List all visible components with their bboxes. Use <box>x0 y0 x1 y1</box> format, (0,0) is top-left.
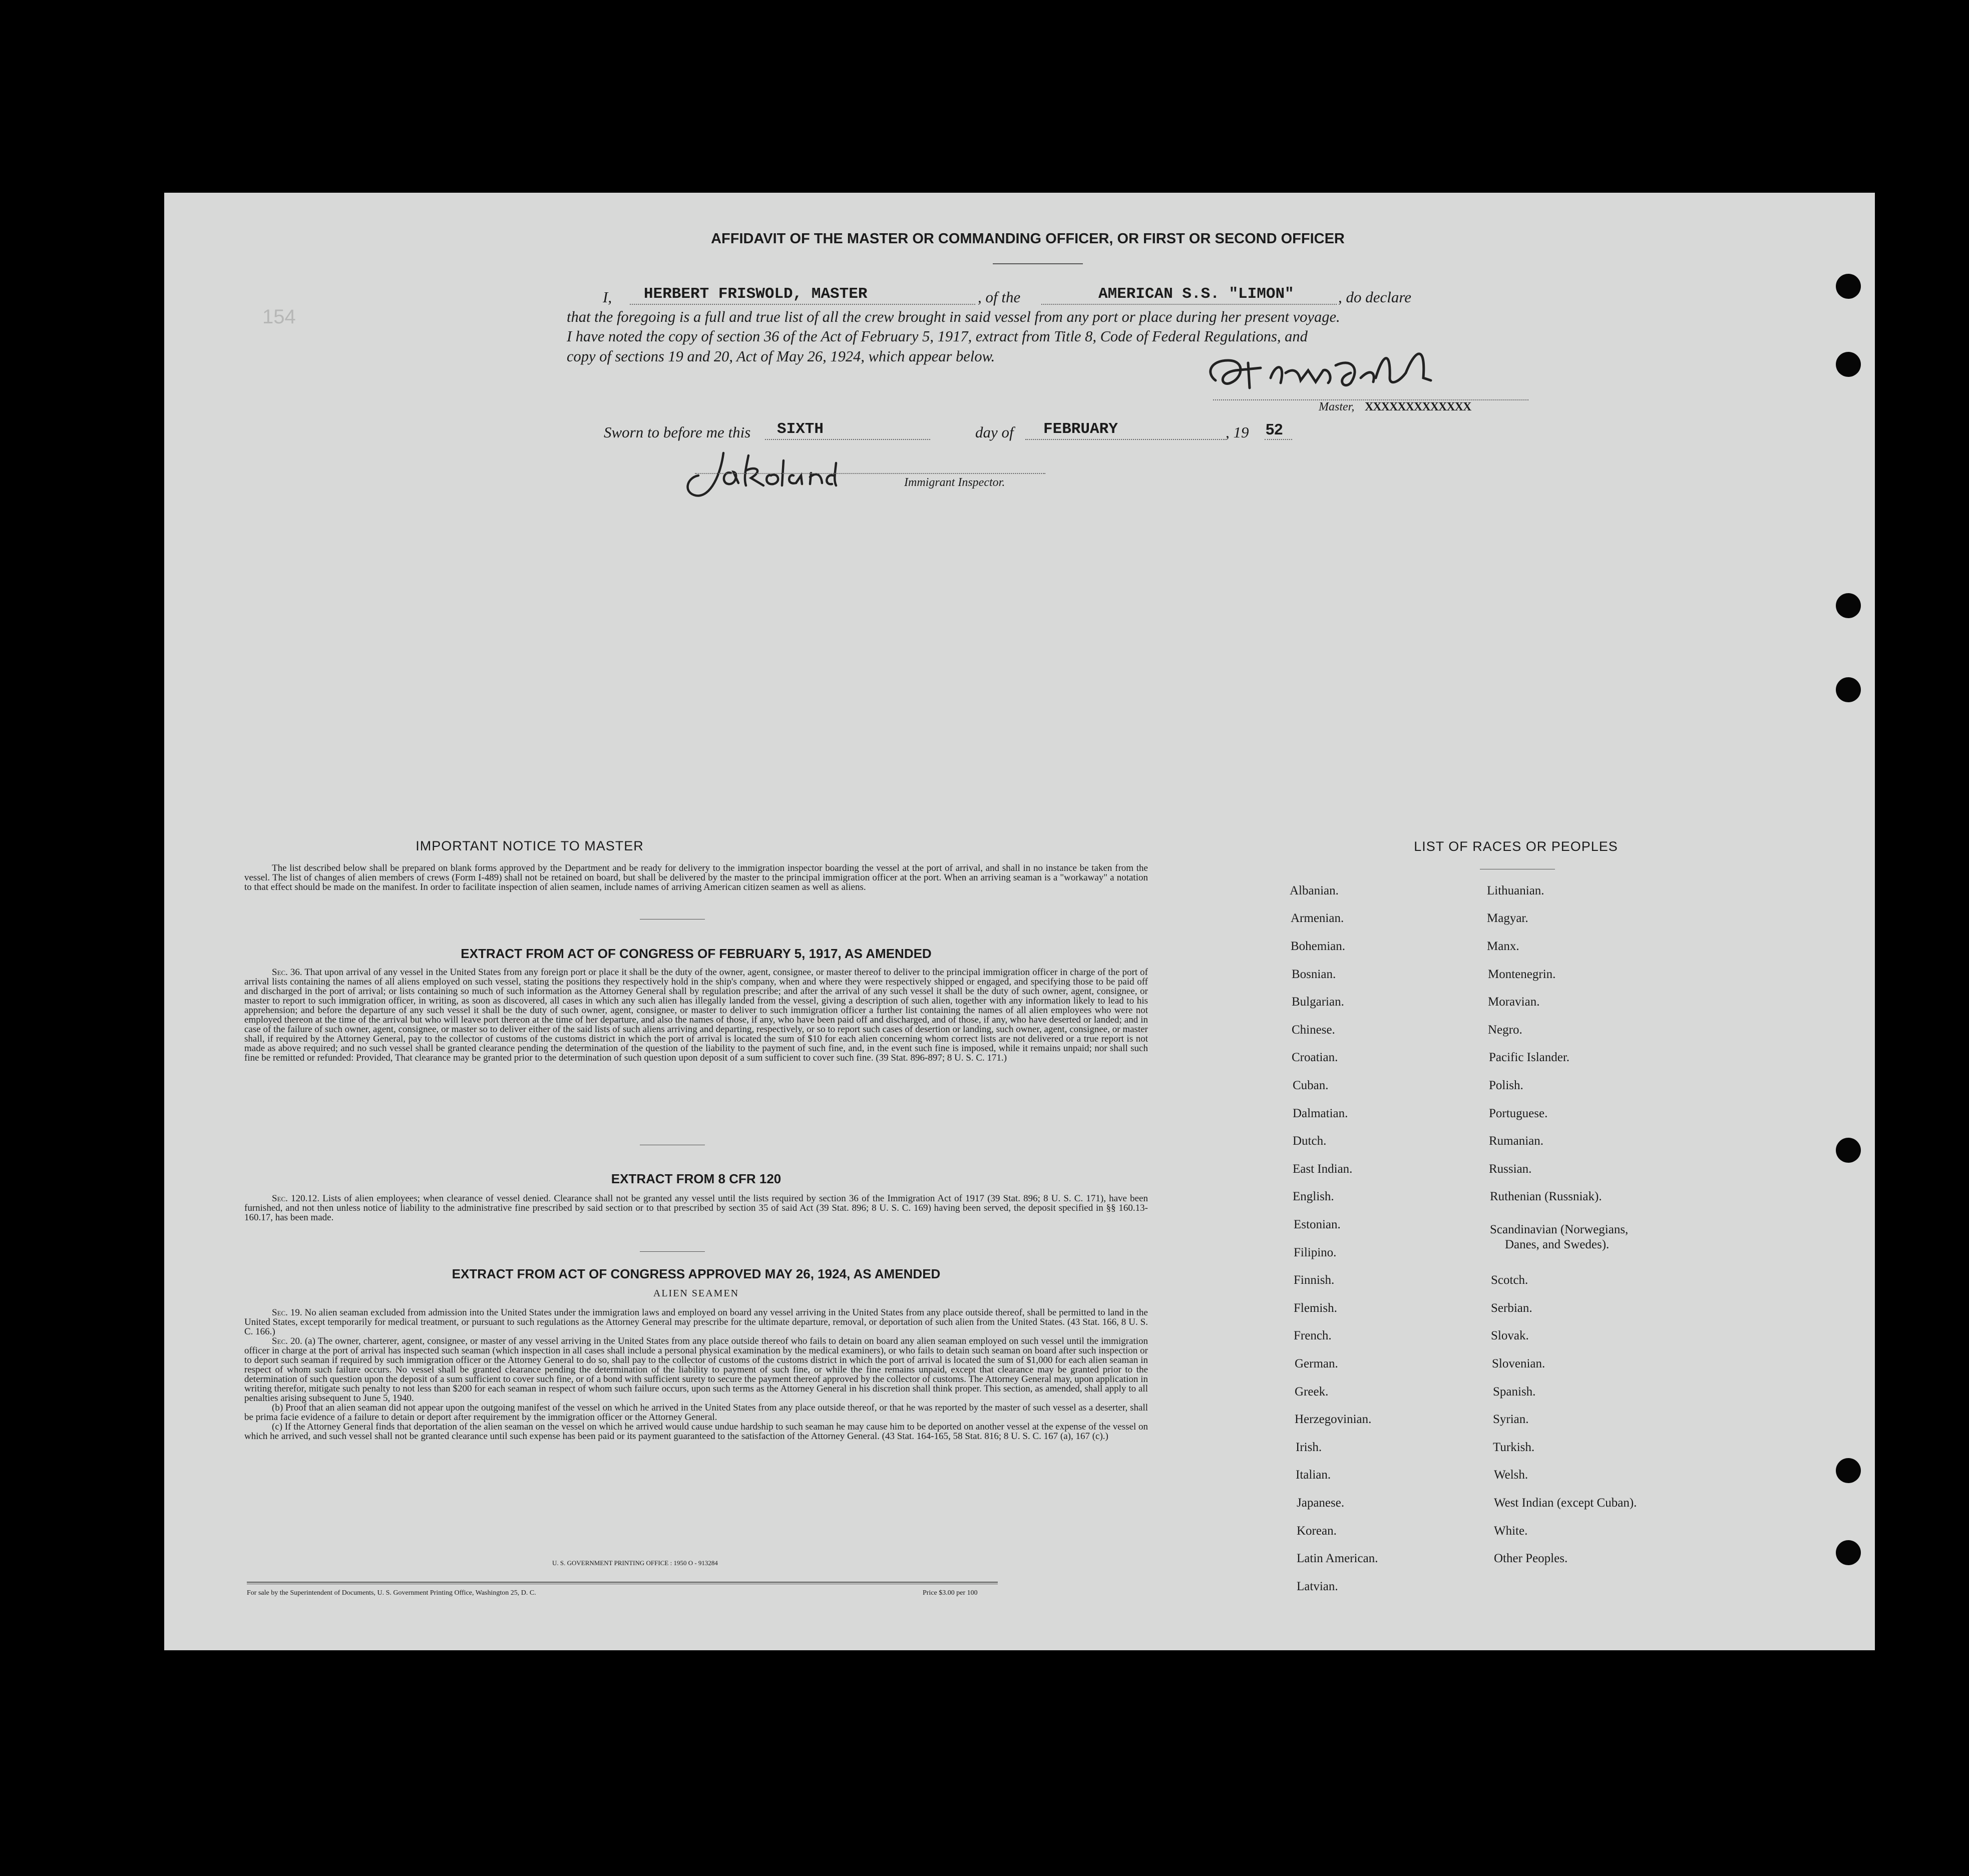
race-item: Scandinavian (Norwegians, <box>1490 1223 1629 1236</box>
extract-1917-body <box>244 968 1148 1063</box>
sec-19-text: No alien seaman excluded from admission into the United States under the immigration laws and employed on board any vessel arriving in the United States from any place outside thereof, shall be permitted to land in the United States, except temporarily for medical treatment, or pursuant to such regulations as the Attorney General may prescribe for the ultimate departure, removal, or deportation of such alien from the United States. (43 Stat. 166, 8 U. S. C. 166.) <box>244 1307 1148 1337</box>
race-item: Rumanian. <box>1489 1134 1544 1148</box>
sworn-month-line <box>1025 439 1226 440</box>
race-item: Lithuanian. <box>1487 884 1544 897</box>
sec-120-text: Lists of alien employees; when clearance of vessel denied. Clearance shall not be granted any vessel until the lists required by section 36 of the Immigration Act of 1917 (39 Stat. 896; 8 U. S. C. 171), have been furnished, and not then unless notice of liability to the administrative fine prescribed by said section or to that prescribed by section 35 of said Act (39 Stat. 896; 8 U. S. C. 169) having been served, the deposit specified in §§ 160.13-160.17, has been made. <box>244 1193 1148 1223</box>
footer-rule <box>247 1582 998 1583</box>
sworn-day-value: SIXTH <box>777 420 824 438</box>
do-declare-label: , do declare <box>1338 288 1412 306</box>
race-item: Slovenian. <box>1492 1357 1545 1370</box>
sec-20b-text: (b) Proof that an alien seaman did not appear upon the outgoing manifest of the vessel on which he arrived in the United States from any place outside thereof, or that he was reported by the master of such vessel as a deserter, shall be prima facie evidence of a failure to detain or deport after requirement by the immigration officer or the Attorney General. <box>244 1402 1148 1423</box>
binder-hole <box>1836 593 1861 618</box>
sec-20c-text: (c) If the Attorney General finds that deportation of the alien seaman on the vessel on which he arrived would cause undue hardship to such seaman he may cause him to be deported on another vessel at the expense of the vessel on which he arrived, and such vessel shall not be granted clearance until such expense has been paid or its payment guaranteed to the satisfaction of the Attorney General. (43 Stat. 164-165, 58 Stat. 816; 8 U. S. C. 167 (a), 167 (c).) <box>244 1422 1148 1442</box>
binder-hole <box>1836 352 1861 377</box>
race-item: Bohemian. <box>1291 940 1346 953</box>
race-item: Chinese. <box>1292 1023 1335 1037</box>
race-item: Albanian. <box>1290 884 1339 897</box>
affidavit-line-4: copy of sections 19 and 20, Act of May 26, 1924, which appear below. <box>567 348 995 365</box>
inspector-signature-line <box>695 473 1045 474</box>
master-caption: Master, <box>1319 400 1355 413</box>
affidavit-line-2: that the foregoing is a full and true list of all the crew brought in said vessel from any port or place during her present voyage. <box>567 308 1340 325</box>
sworn-label: Sworn to before me this <box>604 423 751 441</box>
sec-36-text: That upon arrival of any vessel in the United States from any foreign port or place it shall be the duty of the owner, agent, consignee, or master thereof to deliver to the principal immigration officer in charge of the port of arrival lists containing the names of all aliens employed on such vessel, stating the positions they respectively hold in the ship's company, when and where they were respectively shipped or engaged, and specifying those to be paid off and discharged in the port of arrival; or lists containing so much of such information as the Attorney General shall by regulation prescribe; and after the arrival of any such vessel it shall be the duty of such owner, agent, consignee, or master to report to such immigration officer, in writing, as soon as discovered, all cases in which any such alien has illegally landed from the vessel, giving a description of such alien, together with any information likely to lead to his apprehension; and before the departure of any such vessel it shall be the duty of such owner, agent, consignee, or master to deliver to such immigration officer a further list containing the names of all alien employees who were not employed thereon at the time of the arrival but who will leave port thereon at the time of her departure, and also the names of those, if any, who have been paid off and discharged, and of those, if any, who have deserted or landed; and in case of the failure of such owner, agent, consignee, or master so to deliver either of the said lists of such aliens arriving and departing, respectively, or so to report such cases of desertion or landing, such owner, agent, consignee, or master shall, if required by the Attorney General, pay to the collector of customs of the customs district in which the port of arrival is located the sum of $10 for each alien concerning whom correct lists are not delivered or a true report is not made as above required; and no such vessel shall be granted clearance pending the determination of the question of the liability to the payment of such fine, and, in the event such fine is imposed, while it remains unpaid; nor shall such fine be remitted or refunded: Provided, That clearance may be granted prior to the determination of such question upon deposit of a sum sufficient to cover such fine. (39 Stat. 896-897; 8 U. S. C. 171.) <box>244 967 1148 1063</box>
race-item: Latvian. <box>1297 1580 1338 1593</box>
sec-120-label: Sec. 120.12. <box>272 1193 320 1204</box>
race-item: Portuguese. <box>1489 1107 1548 1120</box>
race-item: English. <box>1293 1190 1334 1203</box>
race-item: Turkish. <box>1493 1441 1535 1454</box>
race-item: Spanish. <box>1493 1385 1536 1398</box>
binder-hole <box>1836 677 1861 702</box>
master-signature <box>1201 343 1481 405</box>
race-item: Scotch. <box>1491 1273 1528 1287</box>
binder-hole <box>1836 1138 1861 1163</box>
master-name-line <box>630 304 975 305</box>
race-item: Irish. <box>1296 1441 1322 1454</box>
race-item: Polish. <box>1489 1079 1523 1092</box>
master-name-value: HERBERT FRISWOLD, MASTER <box>644 285 868 303</box>
race-item: Welsh. <box>1494 1468 1528 1482</box>
extract-1924-body <box>244 1308 1148 1441</box>
race-item: East Indian. <box>1293 1162 1353 1176</box>
notice-paragraph: The list described below shall be prepared on blank forms approved by the Department and be ready for delivery to the immigration inspector boarding the vessel at the port of arrival, and shall in no instance be taken from the vessel. The list of changes of alien members of crews (Form I-489) shall not be retained on board, but shall be delivered by the master to the principal immigration officer at the port. When an arriving seaman is a "workaway" a notation to that effect should be made on the manifest. In order to facilitate inspection of alien seamen, include names of arriving American citizen seamen as well as aliens. <box>244 863 1148 892</box>
race-item: Bosnian. <box>1292 968 1336 981</box>
race-item: Montenegrin. <box>1488 968 1556 981</box>
year-suffix-value: 52 <box>1266 420 1283 438</box>
extract-cfr-heading: EXTRACT FROM 8 CFR 120 <box>611 1171 781 1186</box>
extract-1924-heading: EXTRACT FROM ACT OF CONGRESS APPROVED MAY 26, 1924, AS AMENDED <box>452 1266 941 1281</box>
race-item: Latin American. <box>1297 1552 1378 1565</box>
race-item: French. <box>1294 1329 1332 1342</box>
extract-cfr-body <box>244 1194 1148 1222</box>
i-label: I, <box>603 288 612 306</box>
race-item: Serbian. <box>1491 1301 1532 1315</box>
printer-line: U. S. GOVERNMENT PRINTING OFFICE : 1950 O - 913284 <box>552 1559 718 1567</box>
race-item: Croatian. <box>1292 1051 1338 1064</box>
race-item: Finnish. <box>1294 1273 1335 1287</box>
inspector-caption: Immigrant Inspector. <box>904 476 1005 489</box>
footer-price: Price $3.00 per 100 <box>923 1589 978 1597</box>
sworn-day-line <box>765 439 930 440</box>
race-item: Magyar. <box>1487 911 1528 925</box>
affidavit-heading: AFFIDAVIT OF THE MASTER OR COMMANDING OFFICER, OR FIRST OR SECOND OFFICER <box>711 231 1345 247</box>
alien-seamen-subheading: ALIEN SEAMEN <box>653 1288 739 1299</box>
sec-19-label: Sec. 19. <box>272 1307 302 1318</box>
race-item: Dutch. <box>1293 1134 1327 1148</box>
race-item: Greek. <box>1295 1385 1329 1398</box>
year-line <box>1265 439 1292 440</box>
year-prefix: , 19 <box>1226 423 1249 441</box>
day-of-label: day of <box>975 423 1014 441</box>
race-item: Italian. <box>1296 1468 1331 1482</box>
race-item: Negro. <box>1488 1023 1522 1037</box>
race-item: Armenian. <box>1291 911 1344 925</box>
race-item: Dalmatian. <box>1293 1107 1348 1120</box>
bleed-through-number: 154 <box>262 306 296 328</box>
sec-20a-text: (a) The owner, charterer, agent, consignee, or master of any vessel arriving in the United States from any place outside thereof who fails to detain on board any alien seaman employed on such vessel until the immigration officer in charge at the port of arrival has inspected such seaman (which inspection in all cases shall include a personal physical examination by the medical examiners), or who fails to detain such seaman on board after such inspection or to deport such seaman if required by such immigration officer or the Attorney General to do so, shall pay to the collector of customs of the customs district in which the port of arrival is located the sum of $1,000 for each alien seaman in respect of whom such failure occurs. No vessel shall be granted clearance pending the determination of the liability to payment of such fine, or while the fine remains unpaid, except that clearance may be granted prior to the determination of such question upon the deposit of a sum sufficient to cover such fine, or of a bond with sufficient surety to secure the payment thereof approved by the collector of customs. The Attorney General may, upon application in writing therefor, mitigate such penalty to not less than $200 for each seaman in respect of whom such failure occurs, upon such terms as the Attorney General in his discretion shall think proper. This section, as amended, shall apply to all penalties arising subsequent to June 5, 1940. <box>244 1336 1148 1403</box>
race-item: Danes, and Swedes). <box>1505 1238 1610 1251</box>
race-item: Cuban. <box>1293 1079 1329 1092</box>
heading-rule <box>993 263 1083 264</box>
race-item: Bulgarian. <box>1292 995 1344 1009</box>
race-item: White. <box>1494 1524 1528 1538</box>
race-item: Japanese. <box>1297 1496 1345 1510</box>
notice-heading: IMPORTANT NOTICE TO MASTER <box>416 838 644 853</box>
affidavit-line-3: I have noted the copy of section 36 of the Act of February 5, 1917, extract from Title 8, Code of Federal Regulations, and <box>567 328 1308 345</box>
race-item: Korean. <box>1297 1524 1337 1538</box>
race-item: West Indian (except Cuban). <box>1494 1496 1637 1510</box>
race-item: Other Peoples. <box>1494 1552 1568 1565</box>
vessel-line <box>1041 304 1337 305</box>
race-item: Estonian. <box>1294 1218 1341 1231</box>
race-item: Moravian. <box>1488 995 1540 1009</box>
binder-hole <box>1836 1540 1861 1565</box>
document-page <box>164 193 1875 1650</box>
sec-36-label: Sec. 36. <box>272 967 302 978</box>
race-item: Flemish. <box>1294 1301 1337 1315</box>
section-rule <box>640 1251 705 1252</box>
binder-hole <box>1836 1458 1861 1483</box>
sworn-month-value: FEBRUARY <box>1043 420 1118 438</box>
race-item: Ruthenian (Russniak). <box>1490 1190 1602 1203</box>
race-item: German. <box>1295 1357 1338 1370</box>
vessel-value: AMERICAN S.S. "LIMON" <box>1098 285 1294 303</box>
race-item: Slovak. <box>1491 1329 1529 1342</box>
race-item: Syrian. <box>1493 1413 1529 1426</box>
sec-20-label: Sec. 20. <box>272 1336 302 1346</box>
of-the-label: , of the <box>978 288 1021 306</box>
footer-sale-note: For sale by the Superintendent of Documents, U. S. Government Printing Office, Washington 25, D. C. <box>247 1589 536 1597</box>
notice-body <box>244 863 1148 892</box>
race-item: Manx. <box>1487 940 1519 953</box>
race-item: Pacific Islander. <box>1489 1051 1570 1064</box>
extract-1917-heading: EXTRACT FROM ACT OF CONGRESS OF FEBRUARY 5, 1917, AS AMENDED <box>461 946 932 961</box>
master-title-struck: XXXXXXXXXXXXX <box>1365 400 1471 413</box>
race-item: Herzegovinian. <box>1295 1413 1372 1426</box>
binder-hole <box>1836 274 1861 299</box>
races-heading: LIST OF RACES OR PEOPLES <box>1414 839 1618 854</box>
race-item: Filipino. <box>1294 1246 1337 1259</box>
race-item: Russian. <box>1489 1162 1532 1176</box>
